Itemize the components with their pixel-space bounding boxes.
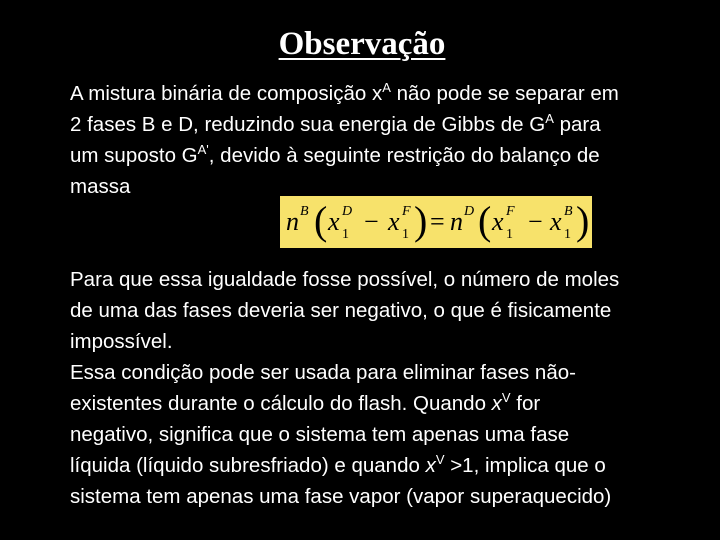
paragraph-flash-line-3: negativo, significa que o sistema tem apenas uma fase [70,423,570,446]
paragraph-conclusion-line-1: Para que essa igualdade fosse possível, o número de moles [70,268,620,291]
paragraph-intro-line-3: um suposto $G^{A'}$, devido à seguinte restrição do balanço de [70,142,600,167]
eq-sub-1-d: 1 [564,227,571,242]
eq-x-b-right: x [550,207,562,236]
eq-sub-1-b: 1 [402,227,409,242]
paragraph-intro [70,78,720,202]
paragraph-conclusion-line-2: de uma das fases deveria ser negativo, o que é fisicamente [70,299,612,322]
eq-lparen-right: ( [478,198,492,243]
eq-sub-1-a: 1 [342,227,349,242]
paragraph-intro-line-4: massa [70,175,131,198]
eq-minus-right: − [528,207,543,236]
eq-sup-b-left: B [300,204,309,219]
eq-sup-d-right: D [464,204,475,219]
eq-x-f-left: x [388,207,400,236]
slide-title: Observação [278,26,446,62]
eq-sup-f-left: F [402,204,411,219]
paragraph-flash-line-5: sistema tem apenas uma fase vapor (vapor superaquecido) [70,485,612,508]
eq-equals: = [430,207,445,236]
paragraph-conclusion [70,264,720,357]
eq-minus-left: − [364,207,379,236]
paragraph-intro-line-1: A mistura binária de composição $x^A$ não pode se separar em [70,80,619,105]
paragraph-flash-line-1: Essa condição pode ser usada para eliminar fases não- [70,361,576,384]
paragraph-intro-line-2: 2 fases B e D, reduzindo sua energia de Gibbs de $G^A$ para [70,111,601,136]
eq-sup-f-right: F [506,204,515,219]
eq-rparen-right: ) [576,198,590,243]
eq-sup-b-right: B [564,204,573,219]
eq-rparen-left: ) [414,198,428,243]
paragraph-flash-line-4: líquida (líquido subresfriado) e quando $x^V >1$, implica que o [70,452,606,477]
eq-sup-d-left: D [342,204,353,219]
eq-n-left: n [286,207,299,236]
eq-x-f-right: x [492,207,504,236]
eq-x-d-left: x [328,207,340,236]
paragraph-flash [70,357,720,512]
eq-lparen-left: ( [314,198,328,243]
paragraph-conclusion-line-3: impossível. [70,330,173,353]
mass-balance-equation [280,196,592,248]
paragraph-flash-line-2: existentes durante o cálculo do flash. Quando $x^V$ for [70,390,541,415]
eq-sub-1-c: 1 [506,227,513,242]
eq-n-right: n [450,207,463,236]
